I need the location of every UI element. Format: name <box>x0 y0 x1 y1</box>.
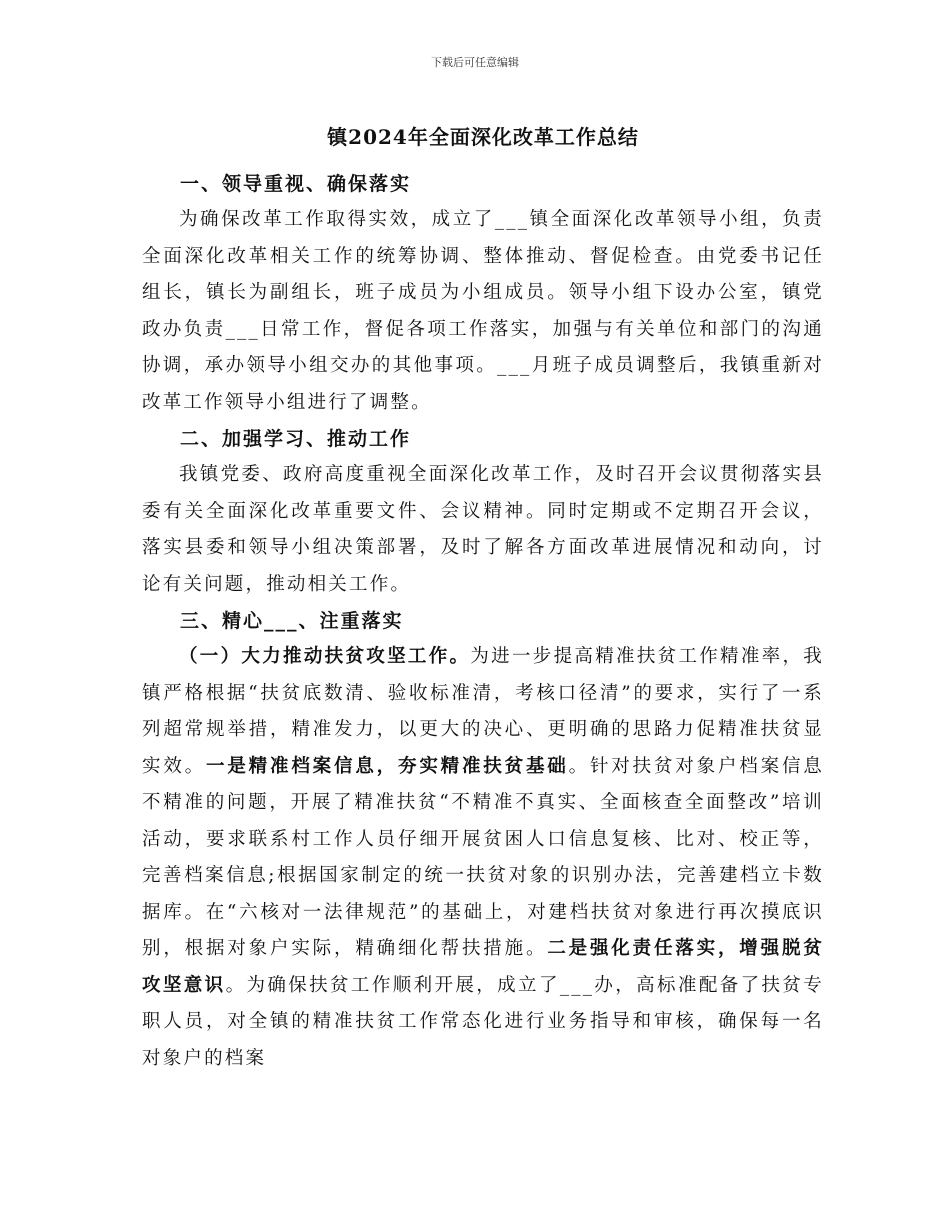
section-3-heading: 三、精心___、注重落实 <box>180 610 404 632</box>
section-2-paragraph: 我镇党委、政府高度重视全面深化改革工作，及时召开会议贯彻落实县委有关全面深化改革重要文件、会议精神。同时定期或不定期召开会议，落实县委和领导小组决策部署，及时了解各方面改革进展情况和动向，讨论有关问题，推动相关工作。 <box>142 464 824 595</box>
section-2-heading: 二、加强学习、推动工作 <box>180 428 412 450</box>
page-header-note: 下载后可任意编辑 <box>431 56 519 69</box>
document-body <box>142 120 824 1077</box>
section-1-heading: 一、领导重视、确保落实 <box>180 173 412 195</box>
document-title: 镇2024年全面深化改革工作总结 <box>327 125 639 149</box>
point-2-title: 二是强化责任落实，增强脱贫攻坚意识 <box>142 938 824 996</box>
section-1-paragraph: 为确保改革工作取得实效，成立了___镇全面深化改革领导小组，负责全面深化改革相关工作的统筹协调、整体推动、督促检查。由党委书记任组长，镇长为副组长，班子成员为小组成员。领导小组下设办公室，镇党政办负责___日常工作，督促各项工作落实，加强与有关单位和部门的沟通协调，承办领导小组交办的其他事项。___月班子成员调整后，我镇重新对改革工作领导小组进行了调整。 <box>142 209 824 413</box>
subsection-1-text: 为进一步提高精准扶贫工作精准率，我镇严格根据“扶贫底数清、验收标准清，考核口径清”的要求，实行了一系列超常规举措，精准发力，以更大的决心、更明确的思路力促精准扶贫显实效。 <box>142 646 824 777</box>
section-3-paragraph <box>142 639 824 1077</box>
subsection-1-title: （一）大力推动扶贫攻坚工作。 <box>179 646 471 667</box>
point-1-text: 。针对扶贫对象户档案信息不精准的问题，开展了精准扶贫“不精准不真实、全面核查全面整改”培训活动，要求联系村工作人员仔细开展贫困人口信息复核、比对、校正等，完善档案信息;根据国家制定的统一扶贫对象的识别办法，完善建档立卡数据库。在“六核对一法律规范”的基础上，对建档扶贫对象进行再次摸底识别，根据对象户实际，精确细化帮扶措施。 <box>142 755 824 959</box>
point-1-title: 一是精准档案信息，夯实精准扶贫基础 <box>206 755 569 777</box>
point-2-text: 。为确保扶贫工作顺利开展，成立了___办，高标准配备了扶贫专职人员，对全镇的精准扶贫工作常态化进行业务指导和审核，确保每一名对象户的档案 <box>142 974 824 1069</box>
